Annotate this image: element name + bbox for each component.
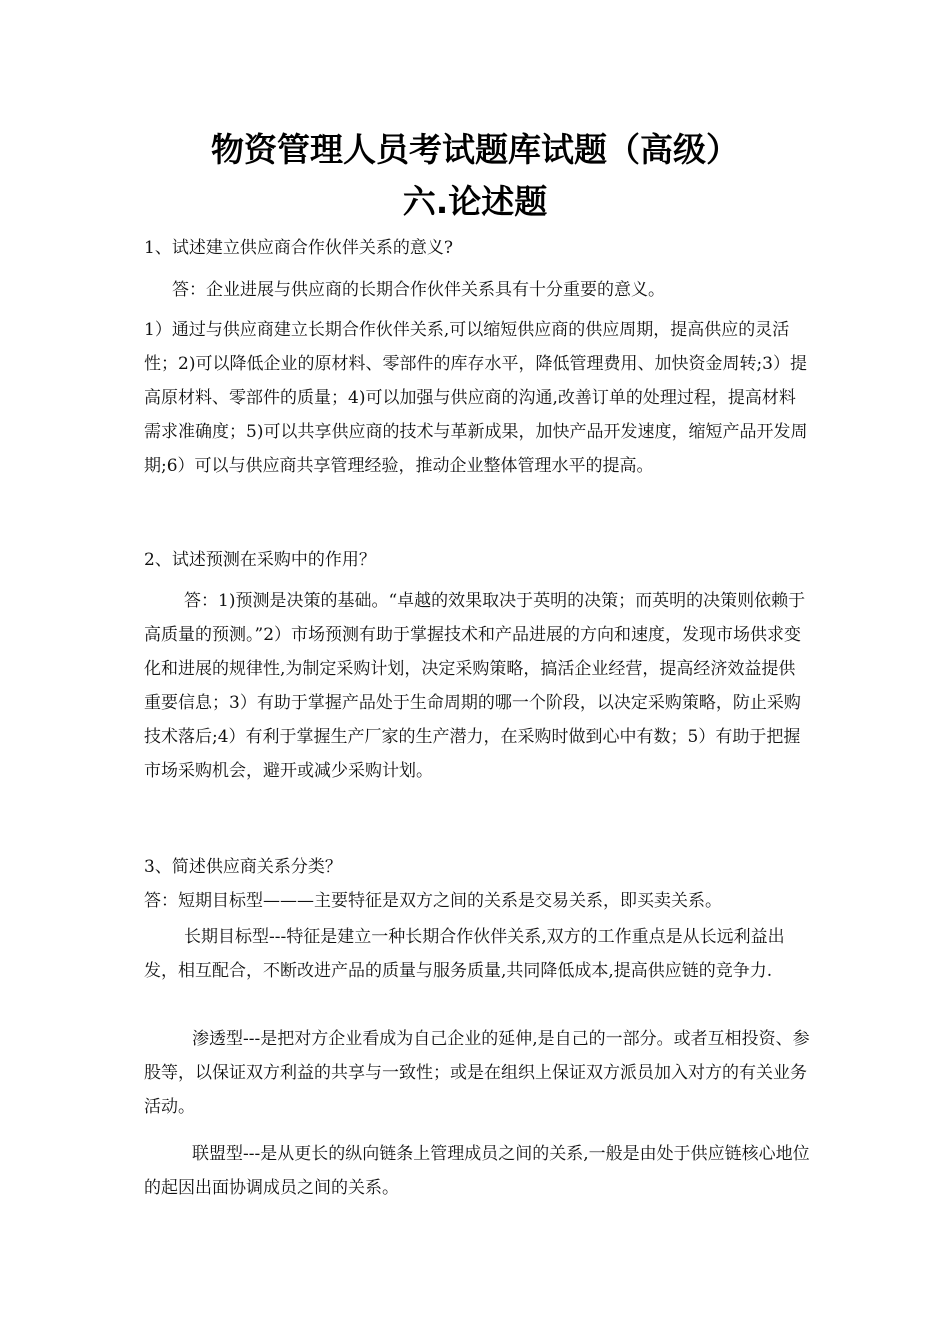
question-1: 1、试述建立供应商合作伙伴关系的意义? bbox=[144, 238, 453, 258]
answer-2: 答：1)预测是决策的基础。“卓越的效果取决于英明的决策；而英明的决策则依赖于高质量的预测。”2）市场预测有助于掌握技术和产品进展的方向和速度，发现市场供求变化和进展的规律性,为制定采购计划，决定采购策略，搞活企业经营，提高经济效益提供重要信息；3）有助于掌握产品处于生命周期的哪一个阶段，以决定采购策略，防止采购技术落后;4）有利于掌握生产厂家的生产潜力，在采购时做到心中有数；5）有助于把握市场采购机会，避开或减少采购计划。 bbox=[144, 591, 806, 781]
answer-3-short-term: 答：短期目标型———主要特征是双方之间的关系是交易关系，即买卖关系。 bbox=[144, 891, 722, 911]
question-2: 2、试述预测在采购中的作用？ bbox=[144, 550, 376, 570]
question-3: 3、简述供应商关系分类？ bbox=[144, 857, 342, 877]
answer-3-penetration: 渗透型---是把对方企业看成为自己企业的延伸,是自己的一部分。或者互相投资、参股等，以保证双方利益的共享与一致性；或是在组织上保证双方派员加入对方的有关业务活动。 bbox=[144, 1029, 810, 1117]
answer-1-intro: 答：企业进展与供应商的长期合作伙伴关系具有十分重要的意义。 bbox=[172, 280, 665, 300]
document-title: 物资管理人员考试题库试题（高级） bbox=[211, 130, 739, 169]
answer-3-long-term: 长期目标型---特征是建立一种长期合作伙伴关系,双方的工作重点是从长远利益出发，相互配合，不断改进产品的质量与服务质量,共同降低成本,提高供应链的竞争力. bbox=[144, 927, 785, 981]
section-title: 六.论述题 bbox=[402, 182, 548, 221]
answer-1-body: 1）通过与供应商建立长期合作伙伴关系,可以缩短供应商的供应周期，提高供应的灵活性；2)可以降低企业的原材料、零部件的库存水平，降低管理费用、加快资金周转;3）提高原材料、零部件的质量；4)可以加强与供应商的沟通,改善订单的处理过程，提高材料需求准确度；5)可以共享供应商的技术与革新成果，加快产品开发速度，缩短产品开发周期;6）可以与供应商共享管理经验，推动企业整体管理水平的提高。 bbox=[144, 320, 808, 476]
answer-3-alliance: 联盟型---是从更长的纵向链条上管理成员之间的关系,一般是由处于供应链核心地位的起因出面协调成员之间的关系。 bbox=[144, 1144, 810, 1198]
